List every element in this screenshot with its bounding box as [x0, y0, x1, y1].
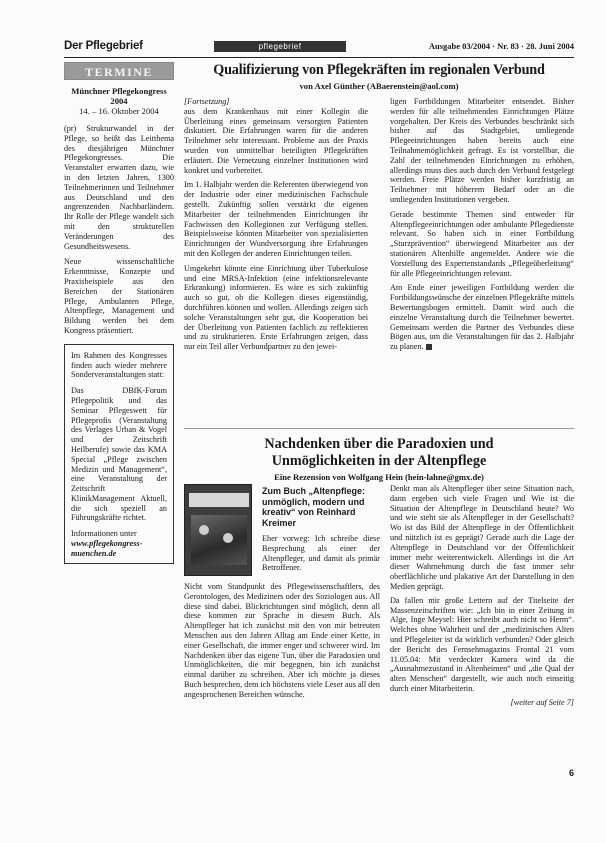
info-paragraph-2: Das DBfK-Forum Pflegepolitik und das Seminar Pflegeswett für Pflegeprofis (Veranstaltung des Verlages Urban & Vogel und der Zeitschrift Heilberufe) sowie das KMA Special „Pflege zwischen Medizin und Management“, eine Veranstaltung der Zeitschrift KlinikManagement Aktuell, die sich speziell an Führungskräfte richtet.: [71, 386, 167, 523]
issue-info: Ausgabe 03/2004 · Nr. 83 · 28. Juni 2004: [428, 41, 574, 51]
book-cover-strip: [189, 493, 249, 507]
kongress-text: [64, 124, 174, 336]
article-1-column-1: [184, 97, 368, 357]
article-1-paragraph: ligen Fortbildungen Mitarbeiter entsendet. Bisher werden für alle teilnehmenden Einrichtungen Plätze vorgehalten. Der Kreis des Verbundes beschränkt sich bisher auf das Stadtgebiet, umliegende Pflegeeinrichtungen haben bereits auch eine Teilnahmemöglichkeit gefragt. Es ist vorstellbar, die Zahl der teilnehmenden Einrichtungen zu erhöhen, allerdings muss dies auch durch den Verbund festgelegt werden. Freie Plätze werden bisher kurzfristig an Teilnehmer mit höherem Bedarf oder an die umliegenden Institutionen vergeben.: [390, 97, 574, 204]
info-box: [64, 344, 174, 564]
continuation-tag: [Fortsetzung]: [184, 97, 230, 106]
brand-title: Der Pflegebrief: [64, 40, 143, 52]
article-2-paragraph: Da fallen mir große Lettern auf der Titelseite der Massenzeitschriften wie: „Ich bin in einer Zeitung in Alge, Inge Meysel: Hier schreibt auch nicht so Herm“. Welches ohne Wahrheit und der „medizinischen Alten und Pflegeleiter ist da wirklich verbunden? Oder gleich der Bericht des Fernsehmagazins Frontal 21 vom 11.05.04: Mit verdeckter Kamera wird da die „Ausnahmezustand in Altenheimen“ und „die Qual der alten Menschen“ dargestellt, wie auch noch einseitig durch einer Mitarbeiterin.: [390, 595, 574, 693]
header-rule: [64, 57, 574, 58]
article-1-title: Qualifizierung von Pflegekräften im regionalen Verbund: [213, 62, 545, 78]
page-header: [64, 40, 574, 54]
article-2-title: [184, 436, 574, 470]
kongress-date: 14. – 16. Oktober 2004: [79, 106, 159, 116]
article-separator: [184, 428, 574, 429]
book-intro: Eher vorweg: Ich schreibe diese Besprechung als einer der Altenpfleger, und damit als primär Betroffener.: [262, 534, 380, 573]
article-2-column-2: [390, 484, 574, 708]
article-2-paragraph: Denkt man als Altenpfleger über seine Situation nach, dann ergeben sich viele Fragen und Wie ist die Situation der Altenpflege in Deutschland heute? Wo und wie steht sie als Altenpfleger in der Gesellschaft? Wo ist das Bild der Altenpflege in der Öffentlichkeit und nützlich ist es geprägt? Gerade auch die Lage der Altenpflege in Deutschland vor der Öffentlichkeit immer mehr weiterentwickelt. Allerdings ist die Art dieser Wahrnehmung durch die fast immer sehr oberflächliche und plakative Art der Darstellung in den Medien geprägt.: [390, 484, 574, 591]
article-1-last-paragraph: [390, 283, 574, 352]
article-1-paragraph: Umgekehrt könnte eine Einrichtung über Tuberkulose und eine MRSA-Infektion (eine infektionsrelevante Erkrankung) informieren. Es wäre es sich zukünftig auch so gut, ob die Kollegen dieses eigenständig, durchführen können und wollen. Allerdings zeigen sich solche Veranstaltungen sehr gut, die Kooperation bei der Überleitung von Patienten fachlich zu reflektieren und zu strukturieren. Erste Erfahrungen zeigen, dass nur ein Teil aller Verbundpartner zu den jewei-: [184, 263, 368, 352]
info-head: Informationen unter: [71, 529, 137, 539]
article-1-paragraph: Am Ende einer jeweiligen Fortbildung werden die Fortbildungswünsche der einzelnen Pflegekräfte mittels Bewertungsbogen ermittelt. Damit wird auch die einzelne Veranstaltung durch die Teilnehmer bewertet. Gemeinsam werden die Partner des Verbundes diese Bögen aus, um die Veranstaltungen für das 2. Halbjahr zu planen.: [390, 283, 574, 352]
kongress-paragraph-2: Neue wissenschaftliche Erkenntnisse, Konzepte und Praxisbeispiele aus den Bereichen der Stationären Pflege, Ambulanten Pflege, Altenpflege, Management und Bildung werden bei dem Kongress präsentiert.: [64, 257, 174, 335]
info-contact: [71, 529, 167, 558]
article-1-paragraph: Gerade bestimmte Themen sind entweder für Altenpflegeeinrichtungen oder ambulante Pflegedienste relevant. So haben sich in einer Fortbildung „Sturzprävention“ überwiegend Mitarbeiter aus der stationären Altenhilfe angemeldet. Andere wie die Vorstellung des Expertenstandards „Pflegeüberleitung“ für alle Pflegeeinrichtungen relevant.: [390, 209, 574, 278]
article-2-title-line-2: Unmöglichkeiten in der Altenpflege: [271, 453, 487, 469]
book-cover-image: [184, 484, 252, 576]
article-1-byline: von Axel Günther (ABaerenstein@aol.com): [299, 81, 459, 91]
end-mark-icon: [426, 344, 432, 350]
book-cover-photo: [191, 515, 247, 565]
article-1-column-2: [390, 97, 574, 357]
page-number: 6: [568, 768, 574, 778]
termine-banner: TERMINE: [64, 62, 174, 80]
continued-link[interactable]: [weiter auf Seite 7]: [510, 697, 574, 707]
article-1: [184, 62, 574, 352]
book-cover-figure: [199, 525, 209, 535]
info-paragraph-1: Im Rahmen des Kongresses finden auch wieder mehrere Sonderveranstaltungen statt:: [71, 350, 167, 380]
book-cover-figure: [223, 533, 233, 543]
sidebar-column: [64, 62, 174, 564]
article-2-column-1: Nicht vom Standpunkt des Pflegewissenschaftlers, des Gerontologen, des Mediziners oder des Soziologen aus. All diese sind dabei. Blickrichtungen sind möglich, denn all diese kommen zur Sprache in diesem Buch. Als Altenpfleger hat ich zunächst mit den von mir betreuten Menschen aus den Jahren Alltag am Ende einer Kette, in einer Gesellschaft, die immer enger und schwerer wird. Im Nachdenken über das eigene Tun, über die Paradoxien und Unmöglichkeiten, die mir begegnen, bin ich zunächst einmal darüber zu schreiben. Aber ich möchte ja dieses Buch besprechen, dem ich höchstens viele Leser aus all den angesprochenen Bereichen wünsche.: [184, 582, 380, 699]
article-2-title-line-1: Nachdenken über die Paradoxien und: [264, 436, 494, 452]
kongress-title: Münchner Pflegekongress 2004: [71, 86, 167, 106]
article-1-paragraph: Im 1. Halbjahr werden die Referenten überwiegend von der Industrie oder einer medizinischen Fachschule gestellt. Zukünftig sollen verstärkt die eigenen Mitarbeiter der teilnehmenden Einrichtungen ihr Fachwissen den Kolleginnen zur Verfügung stellen. Beispielsweise könnten Mitarbeiter von spezialisierten Einrichtungen der Wundversorgung ihre Erfahrungen mit den Kollegen der anderen Einrichtungen teilen.: [184, 180, 368, 258]
article-2-byline: Eine Rezension von Wolfgang Hein (hein-lahne@gmx.de): [274, 472, 484, 482]
brand-logo: pflegebrief: [214, 41, 346, 52]
article-1-paragraph: aus dem Krankenhaus mit einer Kollegin die Überleitung eines gemeinsam versorgten Patienten diskutiert. Die Erfahrungen waren für die anderen Teilnehmer sehr interessant. Probleme aus der Praxis wurden von unmittelbar beteiligten Pflegekräften erläutert. Die Vernetzung einzelner Institutionen wird konkret und vorbereitet.: [184, 106, 368, 175]
book-info: [262, 486, 380, 573]
info-url-link[interactable]: www.pflegekongress-muenchen.de: [71, 539, 143, 558]
kongress-paragraph-1: (pr) Strukturwandel in der Pflege, so heißt das Leitthema des diesjährigen Münchner Pflegekongresses. Die Veranstalter erwarten dazu, wie in den letzten Jahren, 1300 Teilnehmerinnen und Teilnehmer aus Deutschland und den angrenzenden Nachbarländern. Ihr Rolle der Pflege wandelt sich mit den strukturellen Veränderungen des Gesundheitswesens.: [64, 124, 174, 251]
book-title: Zum Buch „Altenpflege: unmöglich, modern und kreativ“ von Reinhard Kreimer: [262, 486, 365, 528]
